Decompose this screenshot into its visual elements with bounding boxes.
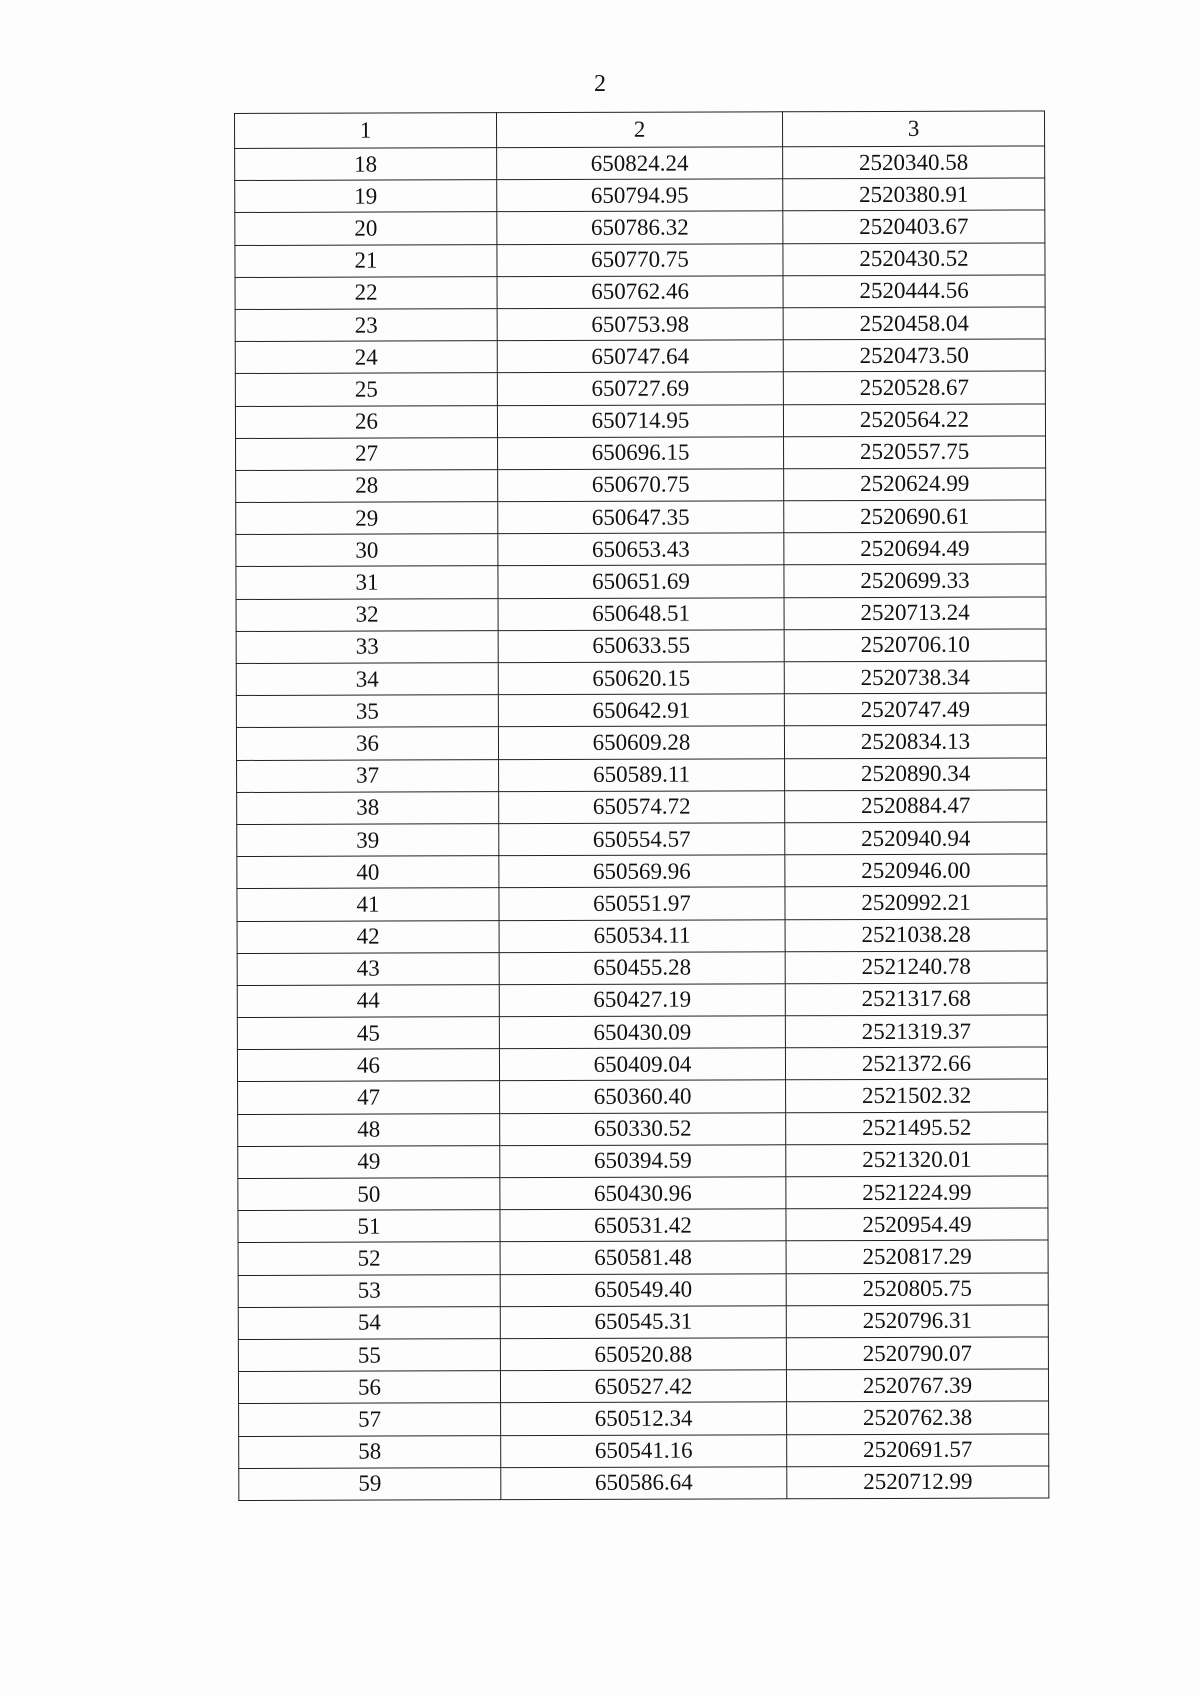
table-row <box>235 178 1045 213</box>
y-coordinate-cell: 2520444.56 <box>783 275 1045 308</box>
x-coordinate-cell: 650647.35 <box>498 501 784 534</box>
y-coordinate-cell: 2521319.37 <box>785 1015 1047 1048</box>
y-coordinate-cell: 2520380.91 <box>783 178 1045 211</box>
table-row <box>238 1273 1048 1308</box>
point-number-cell: 38 <box>237 791 499 824</box>
table-row <box>237 1015 1047 1050</box>
point-number-cell: 36 <box>236 727 498 760</box>
point-number-cell: 31 <box>236 566 498 599</box>
point-number-cell: 24 <box>235 341 497 374</box>
y-coordinate-cell: 2520817.29 <box>786 1240 1048 1273</box>
x-coordinate-cell: 650549.40 <box>500 1273 786 1306</box>
point-number-cell: 29 <box>236 502 498 535</box>
y-coordinate-cell: 2521224.99 <box>786 1176 1048 1209</box>
table-row <box>239 1401 1049 1436</box>
y-coordinate-cell: 2521320.01 <box>786 1144 1048 1177</box>
point-number-cell: 30 <box>236 534 498 567</box>
y-coordinate-cell: 2521495.52 <box>786 1112 1048 1145</box>
x-coordinate-cell: 650430.09 <box>499 1016 785 1049</box>
point-number-cell: 32 <box>236 598 498 631</box>
x-coordinate-cell: 650545.31 <box>500 1306 786 1339</box>
point-number-cell: 27 <box>236 437 498 470</box>
x-coordinate-cell: 650653.43 <box>498 533 784 566</box>
table-body <box>235 146 1049 1500</box>
point-number-cell: 18 <box>235 148 497 181</box>
coordinates-table <box>234 110 1049 1500</box>
y-coordinate-cell: 2520884.47 <box>785 790 1047 823</box>
table-row <box>238 1176 1048 1211</box>
x-coordinate-cell: 650360.40 <box>500 1080 786 1113</box>
point-number-cell: 25 <box>235 373 497 406</box>
x-coordinate-cell: 650786.32 <box>497 211 783 244</box>
table-row <box>236 629 1046 664</box>
y-coordinate-cell: 2520834.13 <box>784 725 1046 758</box>
y-coordinate-cell: 2521240.78 <box>785 951 1047 984</box>
y-coordinate-cell: 2520557.75 <box>784 436 1046 469</box>
y-coordinate-cell: 2520403.67 <box>783 210 1045 243</box>
point-number-cell: 26 <box>235 405 497 438</box>
y-coordinate-cell: 2520699.33 <box>784 564 1046 597</box>
x-coordinate-cell: 650770.75 <box>497 243 783 276</box>
column-header-3: 3 <box>782 111 1044 147</box>
y-coordinate-cell: 2520954.49 <box>786 1208 1048 1241</box>
point-number-cell: 51 <box>238 1210 500 1243</box>
x-coordinate-cell: 650589.11 <box>499 758 785 791</box>
y-coordinate-cell: 2520694.49 <box>784 532 1046 565</box>
point-number-cell: 55 <box>238 1339 500 1372</box>
y-coordinate-cell: 2520706.10 <box>784 629 1046 662</box>
y-coordinate-cell: 2520473.50 <box>783 339 1045 372</box>
y-coordinate-cell: 2520430.52 <box>783 243 1045 276</box>
point-number-cell: 20 <box>235 212 497 245</box>
table-row <box>238 1240 1048 1275</box>
table-row <box>237 886 1047 921</box>
x-coordinate-cell: 650551.97 <box>499 887 785 920</box>
y-coordinate-cell: 2521317.68 <box>785 983 1047 1016</box>
point-number-cell: 34 <box>236 663 498 696</box>
point-number-cell: 44 <box>237 985 499 1018</box>
x-coordinate-cell: 650534.11 <box>499 919 785 952</box>
y-coordinate-cell: 2520738.34 <box>784 661 1046 694</box>
x-coordinate-cell: 650531.42 <box>500 1209 786 1242</box>
table-row <box>238 1305 1048 1340</box>
table-row <box>237 918 1047 953</box>
x-coordinate-cell: 650541.16 <box>501 1434 787 1467</box>
y-coordinate-cell: 2520940.94 <box>785 822 1047 855</box>
table-header <box>235 111 1045 149</box>
table-row <box>237 854 1047 889</box>
table-row <box>238 1337 1048 1372</box>
header-row <box>235 111 1045 149</box>
y-coordinate-cell: 2520691.57 <box>787 1433 1049 1466</box>
y-coordinate-cell: 2520690.61 <box>784 500 1046 533</box>
x-coordinate-cell: 650670.75 <box>498 469 784 502</box>
x-coordinate-cell: 650648.51 <box>498 597 784 630</box>
x-coordinate-cell: 650714.95 <box>497 404 783 437</box>
x-coordinate-cell: 650330.52 <box>500 1112 786 1145</box>
point-number-cell: 41 <box>237 888 499 921</box>
y-coordinate-cell: 2520767.39 <box>786 1369 1048 1402</box>
page-number: 2 <box>594 71 606 97</box>
table-row <box>235 371 1045 406</box>
x-coordinate-cell: 650651.69 <box>498 565 784 598</box>
y-coordinate-cell: 2520796.31 <box>786 1305 1048 1338</box>
x-coordinate-cell: 650642.91 <box>498 694 784 727</box>
table-row <box>239 1433 1049 1468</box>
table-row <box>238 1144 1048 1179</box>
y-coordinate-cell: 2520564.22 <box>783 403 1045 436</box>
point-number-cell: 47 <box>238 1081 500 1114</box>
x-coordinate-cell: 650633.55 <box>498 630 784 663</box>
point-number-cell: 58 <box>239 1435 501 1468</box>
table-row <box>238 1079 1048 1114</box>
table-row <box>236 693 1046 728</box>
x-coordinate-cell: 650753.98 <box>497 308 783 341</box>
point-number-cell: 42 <box>237 920 499 953</box>
x-coordinate-cell: 650620.15 <box>498 662 784 695</box>
table-row <box>236 725 1046 760</box>
table-row <box>235 243 1045 278</box>
point-number-cell: 22 <box>235 276 497 309</box>
x-coordinate-cell: 650574.72 <box>499 791 785 824</box>
y-coordinate-cell: 2521038.28 <box>785 918 1047 951</box>
y-coordinate-cell: 2520624.99 <box>784 468 1046 501</box>
table-row <box>238 1369 1048 1404</box>
column-header-1: 1 <box>235 113 497 149</box>
x-coordinate-cell: 650581.48 <box>500 1241 786 1274</box>
x-coordinate-cell: 650430.96 <box>500 1177 786 1210</box>
table-row <box>237 822 1047 857</box>
x-coordinate-cell: 650512.34 <box>501 1402 787 1435</box>
x-coordinate-cell: 650727.69 <box>497 372 783 405</box>
table-row <box>236 597 1046 632</box>
x-coordinate-cell: 650455.28 <box>499 951 785 984</box>
x-coordinate-cell: 650554.57 <box>499 823 785 856</box>
x-coordinate-cell: 650427.19 <box>499 984 785 1017</box>
y-coordinate-cell: 2521372.66 <box>785 1047 1047 1080</box>
point-number-cell: 40 <box>237 856 499 889</box>
y-coordinate-cell: 2520805.75 <box>786 1273 1048 1306</box>
x-coordinate-cell: 650520.88 <box>500 1338 786 1371</box>
table-row <box>236 532 1046 567</box>
column-header-2: 2 <box>497 112 783 148</box>
point-number-cell: 46 <box>237 1049 499 1082</box>
point-number-cell: 33 <box>236 630 498 663</box>
point-number-cell: 39 <box>237 824 499 857</box>
table-row <box>239 1466 1049 1501</box>
point-number-cell: 21 <box>235 244 497 277</box>
table-row <box>238 1208 1048 1243</box>
table-row <box>235 275 1045 310</box>
y-coordinate-cell: 2520790.07 <box>786 1337 1048 1370</box>
x-coordinate-cell: 650794.95 <box>497 179 783 212</box>
table-row <box>237 1047 1047 1082</box>
y-coordinate-cell: 2521502.32 <box>786 1079 1048 1112</box>
y-coordinate-cell: 2520946.00 <box>785 854 1047 887</box>
table-row <box>237 951 1047 986</box>
y-coordinate-cell: 2520528.67 <box>783 371 1045 404</box>
point-number-cell: 50 <box>238 1178 500 1211</box>
y-coordinate-cell: 2520458.04 <box>783 307 1045 340</box>
point-number-cell: 54 <box>238 1306 500 1339</box>
y-coordinate-cell: 2520713.24 <box>784 597 1046 630</box>
point-number-cell: 37 <box>237 759 499 792</box>
table-row <box>237 790 1047 825</box>
table-row <box>236 564 1046 599</box>
point-number-cell: 49 <box>238 1145 500 1178</box>
table-row <box>235 307 1045 342</box>
x-coordinate-cell: 650586.64 <box>501 1466 787 1499</box>
table-row <box>236 500 1046 535</box>
y-coordinate-cell: 2520747.49 <box>784 693 1046 726</box>
point-number-cell: 23 <box>235 309 497 342</box>
table-row <box>235 403 1045 438</box>
point-number-cell: 57 <box>239 1403 501 1436</box>
x-coordinate-cell: 650527.42 <box>500 1370 786 1403</box>
point-number-cell: 19 <box>235 180 497 213</box>
table-row <box>235 146 1045 181</box>
table-row <box>238 1112 1048 1147</box>
table-row <box>237 758 1047 793</box>
y-coordinate-cell: 2520340.58 <box>783 146 1045 179</box>
table-row <box>235 339 1045 374</box>
point-number-cell: 53 <box>238 1274 500 1307</box>
y-coordinate-cell: 2520712.99 <box>787 1466 1049 1499</box>
x-coordinate-cell: 650824.24 <box>497 147 783 180</box>
table-row <box>236 436 1046 471</box>
x-coordinate-cell: 650409.04 <box>499 1048 785 1081</box>
point-number-cell: 35 <box>236 695 498 728</box>
x-coordinate-cell: 650569.96 <box>499 855 785 888</box>
point-number-cell: 48 <box>238 1113 500 1146</box>
point-number-cell: 56 <box>238 1371 500 1404</box>
y-coordinate-cell: 2520890.34 <box>785 758 1047 791</box>
x-coordinate-cell: 650747.64 <box>497 340 783 373</box>
x-coordinate-cell: 650762.46 <box>497 276 783 309</box>
y-coordinate-cell: 2520762.38 <box>787 1401 1049 1434</box>
point-number-cell: 43 <box>237 952 499 985</box>
table-row <box>236 661 1046 696</box>
point-number-cell: 28 <box>236 470 498 503</box>
x-coordinate-cell: 650696.15 <box>498 436 784 469</box>
y-coordinate-cell: 2520992.21 <box>785 886 1047 919</box>
point-number-cell: 45 <box>237 1017 499 1050</box>
table-row <box>237 983 1047 1018</box>
point-number-cell: 52 <box>238 1242 500 1275</box>
x-coordinate-cell: 650394.59 <box>500 1145 786 1178</box>
table-row <box>235 210 1045 245</box>
table-row <box>236 468 1046 503</box>
point-number-cell: 59 <box>239 1467 501 1500</box>
x-coordinate-cell: 650609.28 <box>498 726 784 759</box>
